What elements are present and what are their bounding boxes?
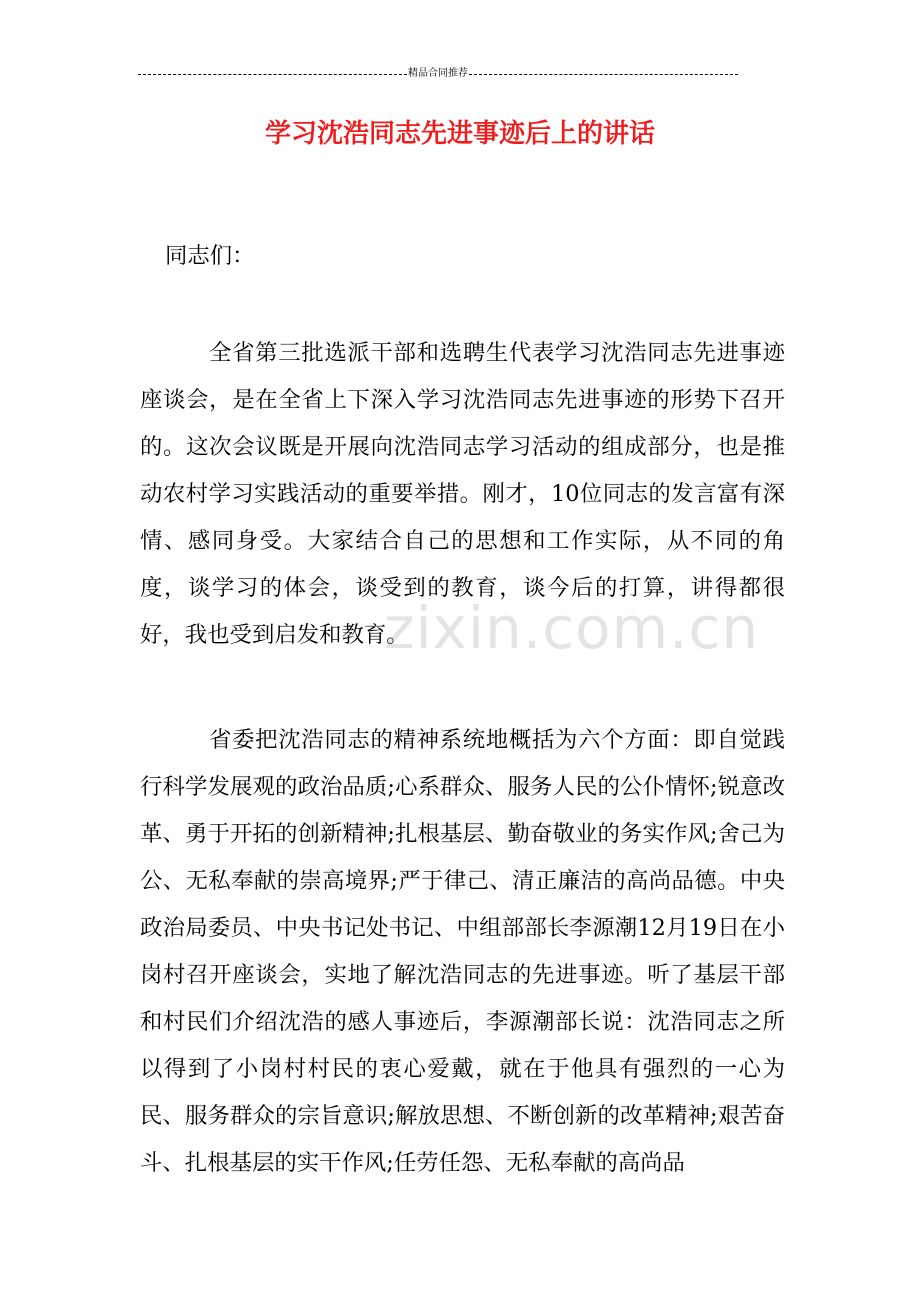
header-label: 精品合同推荐	[408, 68, 468, 79]
salutation: 同志们：	[165, 243, 255, 269]
header-dash-right	[469, 74, 738, 75]
document-title: 学习沈浩同志先进事迹后上的讲话	[264, 119, 655, 149]
header-divider	[138, 66, 738, 82]
watermark: zixin.com.cn	[384, 594, 760, 662]
paragraph-1: 全省第三批选派干部和选聘生代表学习沈浩同志先进事迹座谈会，是在全省上下深入学习沈浩同志先进事迹的形势下召开的。这次会议既是开展向沈浩同志学习活动的组成部分，也是推动农村学习实践活动的重要举措。刚才，10位同志的发言富有深情、感同身受。大家结合自己的思想和工作实际，从不同的角度，谈学习的体会，谈受到的教育，谈今后的打算，讲得都很好，我也受到启发和教育。	[140, 340, 785, 648]
header-dash-left	[138, 74, 407, 75]
paragraph-2: 省委把沈浩同志的精神系统地概括为六个方面：即自觉践行科学发展观的政治品质;心系群众、服务人民的公仆情怀;锐意改革、勇于开拓的创新精神;扎根基层、勤奋敬业的务实作风;舍己为公、无私奉献的崇高境界;严于律己、清正廉洁的高尚品德。中央政治局委员、中央书记处书记、中组部部长李源潮12月19日在小岗村召开座谈会，实地了解沈浩同志的先进事迹。听了基层干部和村民们介绍沈浩的感人事迹后，李源潮部长说：沈浩同志之所以得到了小岗村村民的衷心爱戴，就在于他具有强烈的一心为民、服务群众的宗旨意识;解放思想、不断创新的改革精神;艰苦奋斗、扎根基层的实干作风;任劳任怨、无私奉献的高尚品	[140, 727, 785, 1176]
